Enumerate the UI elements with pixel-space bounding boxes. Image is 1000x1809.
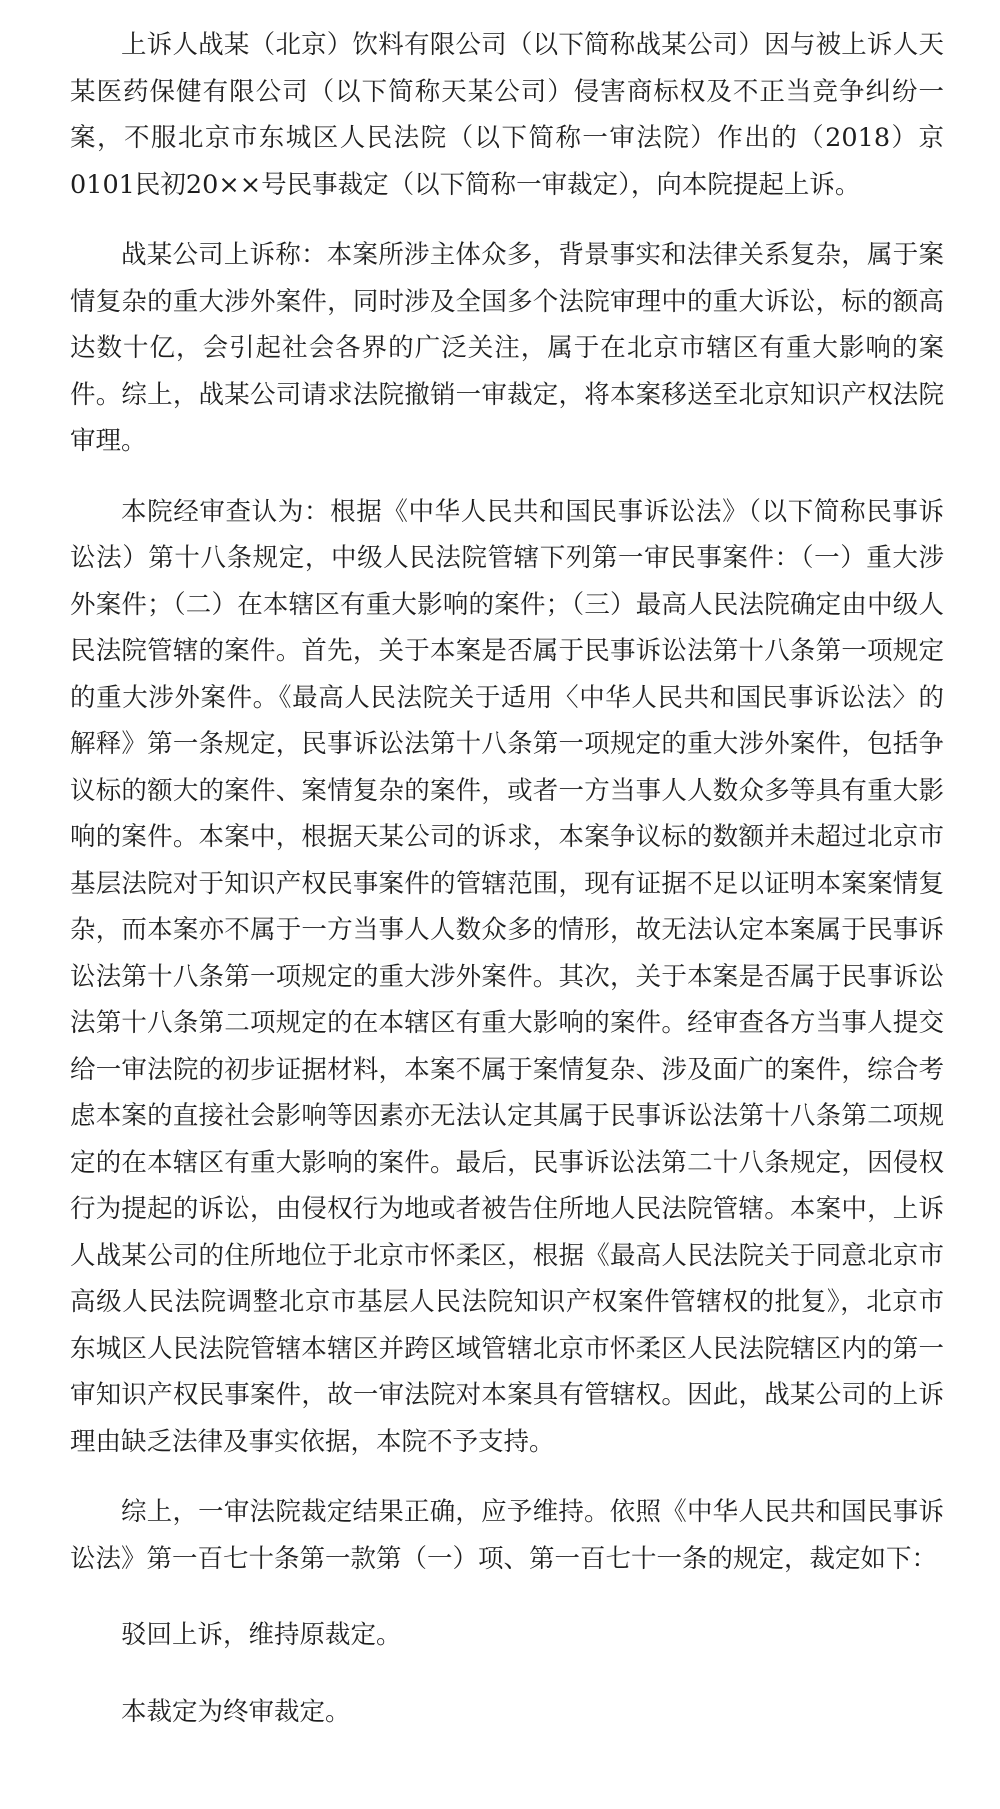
paragraph-case-background: 上诉人战某（北京）饮料有限公司（以下简称战某公司）因与被上诉人天某医药保健有限公司（以下简称天某公司）侵害商标权及不正当竞争纠纷一案，不服北京市东城区人民法院（以下简称一审法院）作出的（2018）京0101民初20××号民事裁定（以下简称一审裁定），向本院提起上诉。 — [70, 30, 944, 200]
paragraph-appellant-claims: 战某公司上诉称：本案所涉主体众多，背景事实和法律关系复杂，属于案情复杂的重大涉外案件，同时涉及全国多个法院审理中的重大诉讼，标的额高达数十亿，会引起社会各界的广泛关注，属于在北京市辖区有重大影响的案件。综上，战某公司请求法院撤销一审裁定，将本案移送至北京知识产权法院审理。 — [70, 240, 944, 456]
paragraph-conclusion: 综上，一审法院裁定结果正确，应予维持。依照《中华人民共和国民事诉讼法》第一百七十条第一款第（一）项、第一百七十一条的规定，裁定如下： — [70, 1497, 944, 1574]
paragraph-final-ruling: 本裁定为终审裁定。 — [121, 1696, 351, 1727]
paragraph-ruling: 驳回上诉，维持原裁定。 — [121, 1620, 402, 1650]
paragraph-court-reasoning: 本院经审查认为：根据《中华人民共和国民事诉讼法》（以下简称民事诉讼法）第十八条规定，中级人民法院管辖下列第一审民事案件：（一）重大涉外案件；（二）在本辖区有重大影响的案件；（三）最高人民法院确定由中级人民法院管辖的案件。首先，关于本案是否属于民事诉讼法第十八条第一项规定的重大涉外案件。《最高人民法院关于适用〈中华人民共和国民事诉讼法〉的解释》第一条规定，民事诉讼法第十八条第一项规定的重大涉外案件，包括争议标的额大的案件、案情复杂的案件，或者一方当事人人数众多等具有重大影响的案件。本案中，根据天某公司的诉求，本案争议标的数额并未超过北京市基层法院对于知识产权民事案件的管辖范围，现有证据不足以证明本案案情复杂，而本案亦不属于一方当事人人数众多的情形，故无法认定本案属于民事诉讼法第十八条第一项规定的重大涉外案件。其次，关于本案是否属于民事诉讼法第十八条第二项规定的在本辖区有重大影响的案件。经审查各方当事人提交给一审法院的初步证据材料，本案不属于案情复杂、涉及面广的案件，综合考虑本案的直接社会影响等因素亦无法认定其属于民事诉讼法第十八条第二项规定的在本辖区有重大影响的案件。最后，民事诉讼法第二十八条规定，因侵权行为提起的诉讼，由侵权行为地或者被告住所地人民法院管辖。本案中，上诉人战某公司的住所地位于北京市怀柔区，根据《最高人民法院关于同意北京市高级人民法院调整北京市基层人民法院知识产权案件管辖权的批复》，北京市东城区人民法院管辖本辖区并跨区域管辖北京市怀柔区人民法院辖区内的第一审知识产权民事案件，故一审法院对本案具有管辖权。因此，战某公司的上诉理由缺乏法律及事实依据，本院不予支持。 — [70, 496, 944, 1457]
